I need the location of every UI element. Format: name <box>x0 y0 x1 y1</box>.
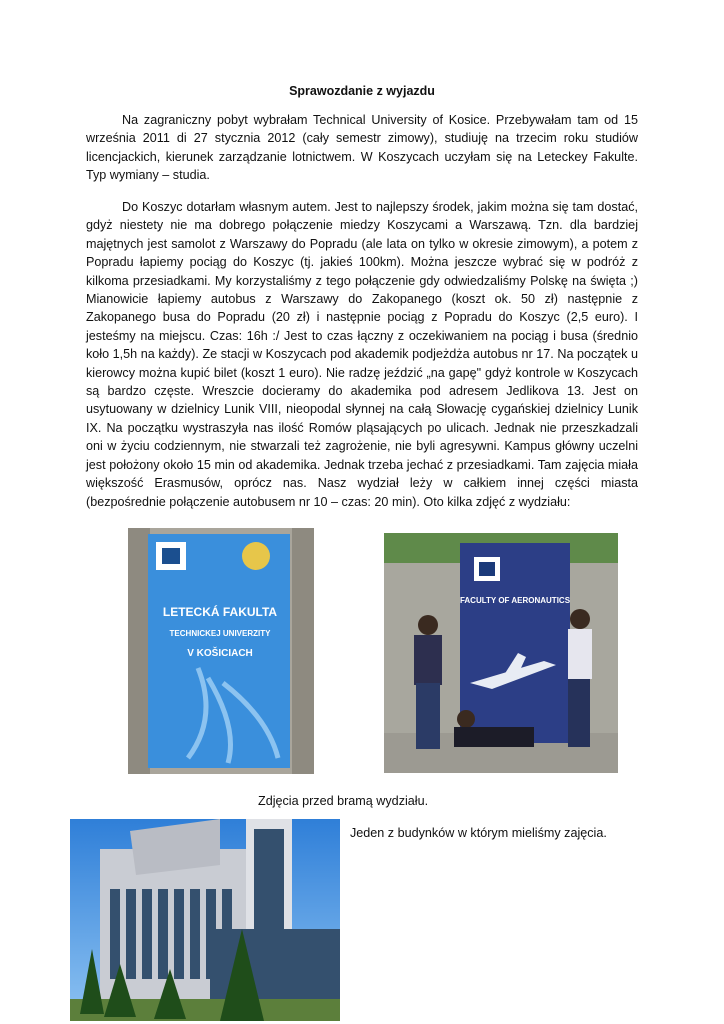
faculty-sign-photo <box>128 528 314 774</box>
sign-line-2: TECHNICKEJ UNIVERZITY <box>169 629 271 638</box>
paragraph-intro: Na zagraniczny pobyt wybrałam Technical University of Kosice. Przebywałam tam od 15 września 2011 di 27 stycznia 2012 (cały semestr zimowy), studiuję na trzecim roku studiów licencjackich, kierunek zarządzanie lotnictwem. W Koszycach uczyłam się na Leteckey Fakulte. Typ wymiany – studia. <box>86 113 638 183</box>
document-title: Sprawozdanie z wyjazdu <box>289 84 435 98</box>
sign-line-1: LETECKÁ FAKULTA <box>162 605 278 619</box>
building-photo <box>70 819 340 1021</box>
banner-text: FACULTY OF AERONAUTICS <box>459 596 571 605</box>
paragraph-travel: Do Koszyc dotarłam własnym autem. Jest to najlepszy środek, jakim można się tam dostać, gdyż niestety nie ma dobrego połączenie miedzy Koszycami a Warszawą. Tzn. dla bardziej majętnych jest samolot z Warszawy do Popradu (ale lata on tylko w okresie zimowym), a potem z Popradu łapiemy pociąg do Koszyc (tj. jakieś 100km). Można jeszcze wybrać się w podróż z kilkoma przesiadkami. My korzystaliśmy z tego połączenie gdy odwiedzaliśmy Polskę na święta ;) Mianowicie łapiemy autobus z Warszawy do Zakopanego (koszt ok. 50 zł) następnie z Zakopanego busa do Popradu (20 zł) i następnie pociąg z Popradu do Koszyc (2,5 euro). I jesteśmy na miejscu. Czas: 16h :/ Jest to czas łączny z oczekiwaniem na pociąg i busa (średnio koło 1,5h na każdy). Ze stacji w Koszycach pod akademik podjeżdża autobus nr 17. Na początek u kierowcy można kupić bilet (koszt 1 euro). Nie radzę jeździć „na gapę" gdyż kontrole w Koszycach są bardzo częste. Wreszcie docieramy do akademika pod adresem Jedlikova 13. Jest on usytuowany w dzielnicy Lunik VIII, nieopodal słynnej na całą Słowację cygańskiej dzielnicy Lunik IX. Na początku wystraszyła nas ilość Romów pląsających po ulicach. Jednak nie przeszkadzali oni w życiu codziennym, nie stwarzali też zagrożenie, nie byli agresywni. Kampus główny uczelni jest położony około 15 min od akademika. Jednak trzeba jechać z przesiadkami. Tam zajęcia miała większość Erasmusów, oprócz nas. Nasz wydział leży w całkiem innej części miasta (bezpośrednie połączenie autobusem nr 10 – czas: 20 min). Oto kilka zdjęć z wydziału: <box>86 200 638 509</box>
students-photo <box>384 533 618 773</box>
building-caption: Jeden z budynków w którym mieliśmy zajęcia. <box>350 826 607 840</box>
sign-line-3: V KOŠICIACH <box>187 648 253 659</box>
photos-caption: Zdjęcia przed bramą wydziału. <box>258 794 429 808</box>
